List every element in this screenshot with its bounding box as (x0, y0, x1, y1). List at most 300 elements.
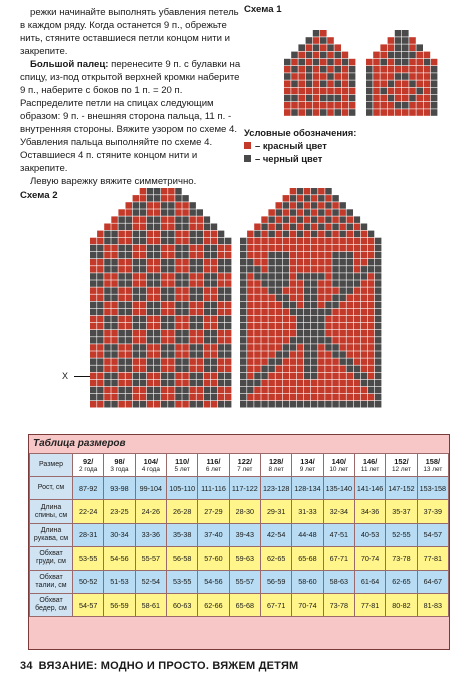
scheme2-back-cell (261, 358, 268, 365)
scheme2-back-cell (325, 209, 332, 216)
scheme2-back-cell (332, 344, 339, 351)
scheme2-back-cell (283, 295, 290, 302)
scheme2-palm-cell (211, 401, 218, 408)
scheme1-right-cell (373, 59, 380, 66)
scheme2-back-cell (368, 252, 375, 259)
scheme2-palm-cell (126, 309, 133, 316)
scheme2-palm-cell (133, 366, 140, 373)
scheme1-left-cell (298, 73, 305, 80)
scheme2-back-cell (261, 245, 268, 252)
scheme2-back-cell (254, 387, 261, 394)
scheme2-palm-cell (189, 259, 196, 266)
scheme2-back-cell (290, 380, 297, 387)
scheme1-left-cell (284, 109, 291, 116)
scheme2-back-cell (240, 380, 247, 387)
scheme2-back-cell (290, 259, 297, 266)
scheme2-palm-cell (140, 195, 147, 202)
scheme1-left-cell (298, 109, 305, 116)
scheme2-palm-cell (97, 259, 104, 266)
scheme2-palm-cell (111, 266, 118, 273)
scheme2-palm-cell (147, 295, 154, 302)
scheme2-palm-cell (197, 380, 204, 387)
scheme2-back-cell (276, 373, 283, 380)
scheme2-palm-cell (225, 316, 232, 323)
scheme2-back-cell (268, 209, 275, 216)
scheme2-palm-cell (175, 287, 182, 294)
scheme1-title: Схема 1 (244, 4, 282, 15)
scheme2-palm-cell (161, 259, 168, 266)
scheme1-right-cell (402, 102, 409, 109)
scheme2-palm-cell (154, 351, 161, 358)
scheme2-back-cell (254, 309, 261, 316)
instructions-text (20, 6, 242, 188)
scheme2-palm-cell (175, 351, 182, 358)
scheme2-back-cell (261, 337, 268, 344)
scheme2-palm-cell (211, 330, 218, 337)
scheme2-back-cell (368, 337, 375, 344)
thumb-heading: Большой палец: (30, 59, 109, 70)
scheme2-back-cell (325, 316, 332, 323)
scheme2-back-cell (332, 195, 339, 202)
scheme2-palm-cell (111, 380, 118, 387)
scheme2-back-cell (347, 224, 354, 231)
scheme2-back-cell (354, 252, 361, 259)
scheme2-back-cell (304, 302, 311, 309)
scheme2-back-cell (311, 195, 318, 202)
scheme1-left-cell (334, 88, 341, 95)
scheme2-palm-cell (182, 245, 189, 252)
scheme2-back-cell (261, 330, 268, 337)
scheme2-back-cell (297, 302, 304, 309)
scheme2-back-cell (325, 252, 332, 259)
size-value: 122/ (237, 456, 252, 466)
scheme2-palm-cell (111, 287, 118, 294)
scheme1-right-cell (409, 52, 416, 59)
scheme2-back-cell (261, 380, 268, 387)
scheme2-palm-cell (140, 287, 147, 294)
scheme1-left-cell (313, 44, 320, 51)
scheme2-back-cell (297, 273, 304, 280)
scheme2-palm-cell (204, 337, 211, 344)
scheme1-left-cell (334, 73, 341, 80)
scheme2-back-cell (247, 280, 254, 287)
scheme2-back-cell (290, 366, 297, 373)
scheme2-palm-cell (211, 394, 218, 401)
scheme2-palm-cell (161, 358, 168, 365)
scheme2-back-cell (276, 287, 283, 294)
scheme2-palm-cell (175, 224, 182, 231)
scheme2-palm-cell (118, 231, 125, 238)
scheme2-back-cell (361, 252, 368, 259)
table-cell: 27-29 (198, 500, 229, 523)
scheme2-back-cell (254, 330, 261, 337)
scheme1-left-cell (306, 44, 313, 51)
table-cell: 28-31 (73, 523, 104, 546)
scheme1-right-cell (416, 80, 423, 87)
scheme2-palm-cell (154, 330, 161, 337)
table-cell: 52-55 (386, 523, 417, 546)
scheme2-back-cell (283, 366, 290, 373)
scheme2-back-cell (354, 344, 361, 351)
scheme2-palm-cell (104, 337, 111, 344)
scheme2-palm-cell (147, 259, 154, 266)
scheme2-back-cell (325, 344, 332, 351)
scheme2-back-cell (347, 351, 354, 358)
scheme2-back-cell (254, 394, 261, 401)
scheme1-right-cell (366, 102, 373, 109)
scheme2-back-cell (325, 202, 332, 209)
scheme2-back-cell (276, 252, 283, 259)
scheme2-palm-cell (133, 245, 140, 252)
scheme2-palm-cell (111, 273, 118, 280)
scheme2-palm-cell (218, 316, 225, 323)
scheme2-back-cell (339, 387, 346, 394)
scheme2-palm-cell (154, 302, 161, 309)
scheme2-back-cell (283, 209, 290, 216)
table-row (30, 547, 449, 570)
scheme2-palm-cell (154, 401, 161, 408)
scheme2-back-cell (254, 238, 261, 245)
scheme2-back-cell (375, 287, 382, 294)
scheme2-palm-cell (97, 295, 104, 302)
scheme2-back-cell (311, 209, 318, 216)
table-cell: 37-40 (198, 523, 229, 546)
scheme2-palm-cell (175, 259, 182, 266)
scheme1-left-cell (313, 52, 320, 59)
scheme2-back-cell (254, 273, 261, 280)
scheme2-palm-cell (204, 280, 211, 287)
scheme2-back-cell (261, 259, 268, 266)
scheme2-back-cell (354, 387, 361, 394)
scheme2-back-cell (254, 358, 261, 365)
scheme2-back-cell (261, 323, 268, 330)
scheme2-back-cell (247, 259, 254, 266)
scheme2-back-cell (297, 337, 304, 344)
scheme2-palm-cell (90, 330, 97, 337)
table-cell: 62-65 (386, 570, 417, 593)
scheme2-palm-cell (97, 380, 104, 387)
scheme2-back-cell (290, 238, 297, 245)
scheme2-back-cell (332, 302, 339, 309)
scheme2-back-cell (361, 380, 368, 387)
scheme2-back-cell (347, 259, 354, 266)
scheme2-palm-cell (211, 337, 218, 344)
scheme2-palm-cell (133, 287, 140, 294)
scheme2-back-cell (254, 344, 261, 351)
scheme1-right-cell (366, 80, 373, 87)
scheme2-palm-cell (225, 259, 232, 266)
scheme2-palm-cell (147, 373, 154, 380)
scheme2-palm-cell (147, 195, 154, 202)
table-cell: 87-92 (73, 477, 104, 500)
table-cell: 123-128 (260, 477, 291, 500)
scheme2-back-cell (268, 224, 275, 231)
scheme2-back-cell (290, 358, 297, 365)
scheme2-back-cell (311, 387, 318, 394)
page-footer (20, 660, 298, 672)
scheme2-back-cell (311, 231, 318, 238)
scheme1-right-cell (388, 44, 395, 51)
scheme1-right-cell (402, 109, 409, 116)
scheme2-palm-cell (225, 344, 232, 351)
scheme1-left-cell (349, 80, 356, 87)
scheme2-back-cell (247, 309, 254, 316)
scheme2-palm-cell (218, 351, 225, 358)
scheme2-palm-cell (133, 273, 140, 280)
scheme2-back-cell (247, 295, 254, 302)
scheme2-palm-cell (104, 323, 111, 330)
scheme2-back-cell (297, 323, 304, 330)
scheme2-palm-cell (218, 394, 225, 401)
scheme1-right-cell (409, 80, 416, 87)
table-cell: 50-52 (73, 570, 104, 593)
table-cell: 93-98 (104, 477, 135, 500)
scheme2-palm-cell (104, 358, 111, 365)
scheme2-back-cell (261, 373, 268, 380)
scheme2-back-cell (283, 231, 290, 238)
scheme1-right-cell (380, 66, 387, 73)
scheme1-right-cell (431, 95, 438, 102)
scheme2-back-cell (347, 252, 354, 259)
table-cell: 42-54 (260, 523, 291, 546)
scheme1-right-cell (366, 109, 373, 116)
header-size-1 (104, 454, 135, 477)
scheme2-palm-cell (90, 266, 97, 273)
scheme2-back-cell (254, 252, 261, 259)
scheme1-left-cell (342, 59, 349, 66)
scheme1-left-cell (327, 44, 334, 51)
scheme2-palm-cell (182, 295, 189, 302)
table-cell: 111-116 (198, 477, 229, 500)
scheme2-back-cell (368, 231, 375, 238)
scheme2-palm-cell (133, 216, 140, 223)
scheme2-back-cell (290, 266, 297, 273)
scheme2-back-cell (276, 224, 283, 231)
scheme1-left-cell (313, 102, 320, 109)
scheme2-back-cell (347, 394, 354, 401)
header-size-4 (198, 454, 229, 477)
scheme2-back-cell (332, 323, 339, 330)
scheme2-palm-cell (126, 330, 133, 337)
scheme1-left-cell (291, 59, 298, 66)
scheme2-back-cell (311, 295, 318, 302)
scheme1-left-cell (291, 66, 298, 73)
scheme2-back-cell (361, 238, 368, 245)
scheme2-palm-cell (133, 302, 140, 309)
scheme2-palm-cell (197, 344, 204, 351)
table-cell: 60-63 (166, 593, 197, 616)
scheme1-right-cell (424, 73, 431, 80)
scheme2-back-cell (347, 358, 354, 365)
scheme2-back-cell (268, 302, 275, 309)
scheme1-right-cell (380, 102, 387, 109)
scheme2-back-cell (318, 394, 325, 401)
scheme2-back-cell (339, 209, 346, 216)
scheme2-back-cell (361, 330, 368, 337)
scheme2-back-cell (254, 280, 261, 287)
scheme1-left-cell (298, 52, 305, 59)
scheme2-palm-cell (147, 224, 154, 231)
scheme2-back-cell (261, 316, 268, 323)
scheme2-back-cell (325, 309, 332, 316)
scheme1-right-cell (424, 59, 431, 66)
scheme2-palm-cell (204, 216, 211, 223)
scheme2-palm-cell (133, 202, 140, 209)
scheme2-palm-cell (140, 188, 147, 195)
scheme2-back-cell (361, 316, 368, 323)
scheme2-palm-cell (147, 252, 154, 259)
scheme2-palm-cell (126, 252, 133, 259)
scheme2-back-cell (247, 344, 254, 351)
scheme2-back-cell (311, 280, 318, 287)
size-value: 158/ (425, 456, 440, 466)
scheme2-palm-cell (168, 358, 175, 365)
scheme2-palm-cell (126, 380, 133, 387)
scheme2-back-cell (261, 216, 268, 223)
scheme2-back-cell (325, 287, 332, 294)
scheme1-left-cell (334, 102, 341, 109)
scheme2-back-cell (318, 259, 325, 266)
scheme2-back-cell (276, 280, 283, 287)
scheme1-left-cell (284, 66, 291, 73)
scheme2-palm-cell (189, 202, 196, 209)
scheme2-palm-cell (189, 351, 196, 358)
scheme2-back-cell (332, 266, 339, 273)
scheme1-right-cell (395, 88, 402, 95)
table-cell: 47-51 (323, 523, 354, 546)
scheme2-back-cell (332, 273, 339, 280)
scheme2-palm-cell (147, 351, 154, 358)
scheme2-palm-cell (140, 373, 147, 380)
scheme1-left-cell (320, 59, 327, 66)
row-label: Длина спины, см (30, 500, 73, 523)
scheme2-back-cell (368, 387, 375, 394)
scheme2-back-cell (311, 366, 318, 373)
scheme2-back-cell (375, 302, 382, 309)
scheme2-back-cell (361, 387, 368, 394)
scheme2-back-cell (361, 309, 368, 316)
scheme1-left-cell (349, 95, 356, 102)
scheme2-back-cell (254, 316, 261, 323)
scheme1-right-cell (402, 73, 409, 80)
scheme2-back-cell (361, 337, 368, 344)
scheme1-right-cell (409, 66, 416, 73)
scheme2-back-cell (276, 351, 283, 358)
scheme2-back-cell (254, 259, 261, 266)
scheme2-back-cell (290, 351, 297, 358)
table-cell: 35-37 (386, 500, 417, 523)
scheme2-palm-cell (154, 202, 161, 209)
scheme1-right-cell (431, 109, 438, 116)
scheme2-palm-cell (168, 224, 175, 231)
scheme2-back-cell (332, 238, 339, 245)
scheme2-palm-cell (161, 295, 168, 302)
table-cell: 55-57 (135, 547, 166, 570)
scheme1-left-cell (320, 30, 327, 37)
scheme2-back-cell (290, 323, 297, 330)
scheme2-back-cell (276, 337, 283, 344)
scheme2-back-cell (368, 273, 375, 280)
scheme2-palm-cell (175, 344, 182, 351)
scheme2-back-cell (247, 401, 254, 408)
scheme2-palm-cell (126, 202, 133, 209)
scheme2-back-cell (268, 351, 275, 358)
scheme2-back-cell (290, 373, 297, 380)
scheme1-right-cell (402, 37, 409, 44)
scheme2-palm-cell (104, 309, 111, 316)
scheme2-palm-cell (189, 366, 196, 373)
scheme2-palm-cell (182, 287, 189, 294)
legend-item-black (244, 152, 356, 165)
scheme2-back-cell (304, 202, 311, 209)
scheme1-right-cell (402, 66, 409, 73)
scheme2-back-cell (297, 287, 304, 294)
scheme1-left-cell (327, 88, 334, 95)
scheme2-palm-cell (154, 266, 161, 273)
scheme2-palm-cell (111, 387, 118, 394)
scheme2-palm-cell (189, 387, 196, 394)
scheme2-palm-cell (111, 373, 118, 380)
scheme1-right-cell (373, 95, 380, 102)
scheme2-back-cell (297, 216, 304, 223)
scheme2-palm-cell (182, 337, 189, 344)
scheme2-back-cell (318, 380, 325, 387)
scheme2-palm-cell (154, 287, 161, 294)
size-table-header (30, 454, 449, 477)
scheme2-back-cell (304, 337, 311, 344)
scheme2-palm-cell (111, 295, 118, 302)
scheme2-back-cell (332, 252, 339, 259)
scheme2-back-cell (240, 394, 247, 401)
scheme1-right-cell (431, 102, 438, 109)
scheme2-palm-cell (118, 295, 125, 302)
scheme2-palm-cell (126, 366, 133, 373)
scheme2-palm-cell (90, 373, 97, 380)
scheme2-palm-cell (161, 287, 168, 294)
scheme2-palm-cell (147, 316, 154, 323)
scheme2-palm-cell (126, 351, 133, 358)
scheme2-back-cell (347, 323, 354, 330)
scheme2-back-cell (361, 344, 368, 351)
scheme2-back-cell (354, 337, 361, 344)
scheme2-palm-cell (168, 337, 175, 344)
scheme2-back-cell (354, 323, 361, 330)
scheme2-back-cell (240, 238, 247, 245)
scheme2-back-cell (304, 273, 311, 280)
table-cell: 128-134 (292, 477, 323, 500)
scheme2-palm-cell (204, 380, 211, 387)
scheme2-palm-cell (168, 259, 175, 266)
scheme2-palm-cell (111, 394, 118, 401)
scheme2-back-cell (304, 323, 311, 330)
scheme1-left-cell (334, 52, 341, 59)
scheme2-back-cell (254, 245, 261, 252)
scheme2-palm-cell (189, 337, 196, 344)
scheme2-palm-cell (126, 280, 133, 287)
scheme1-right-cell (373, 88, 380, 95)
table-cell: 29-31 (260, 500, 291, 523)
scheme2-back-cell (290, 330, 297, 337)
scheme2-palm-cell (111, 351, 118, 358)
scheme2-back-cell (247, 238, 254, 245)
scheme2-back-cell (354, 216, 361, 223)
scheme2-palm-cell (225, 273, 232, 280)
scheme2-back-cell (290, 209, 297, 216)
scheme2-back-cell (261, 266, 268, 273)
scheme2-back-cell (347, 401, 354, 408)
scheme2-palm-cell (204, 266, 211, 273)
scheme2-back-cell (361, 287, 368, 294)
